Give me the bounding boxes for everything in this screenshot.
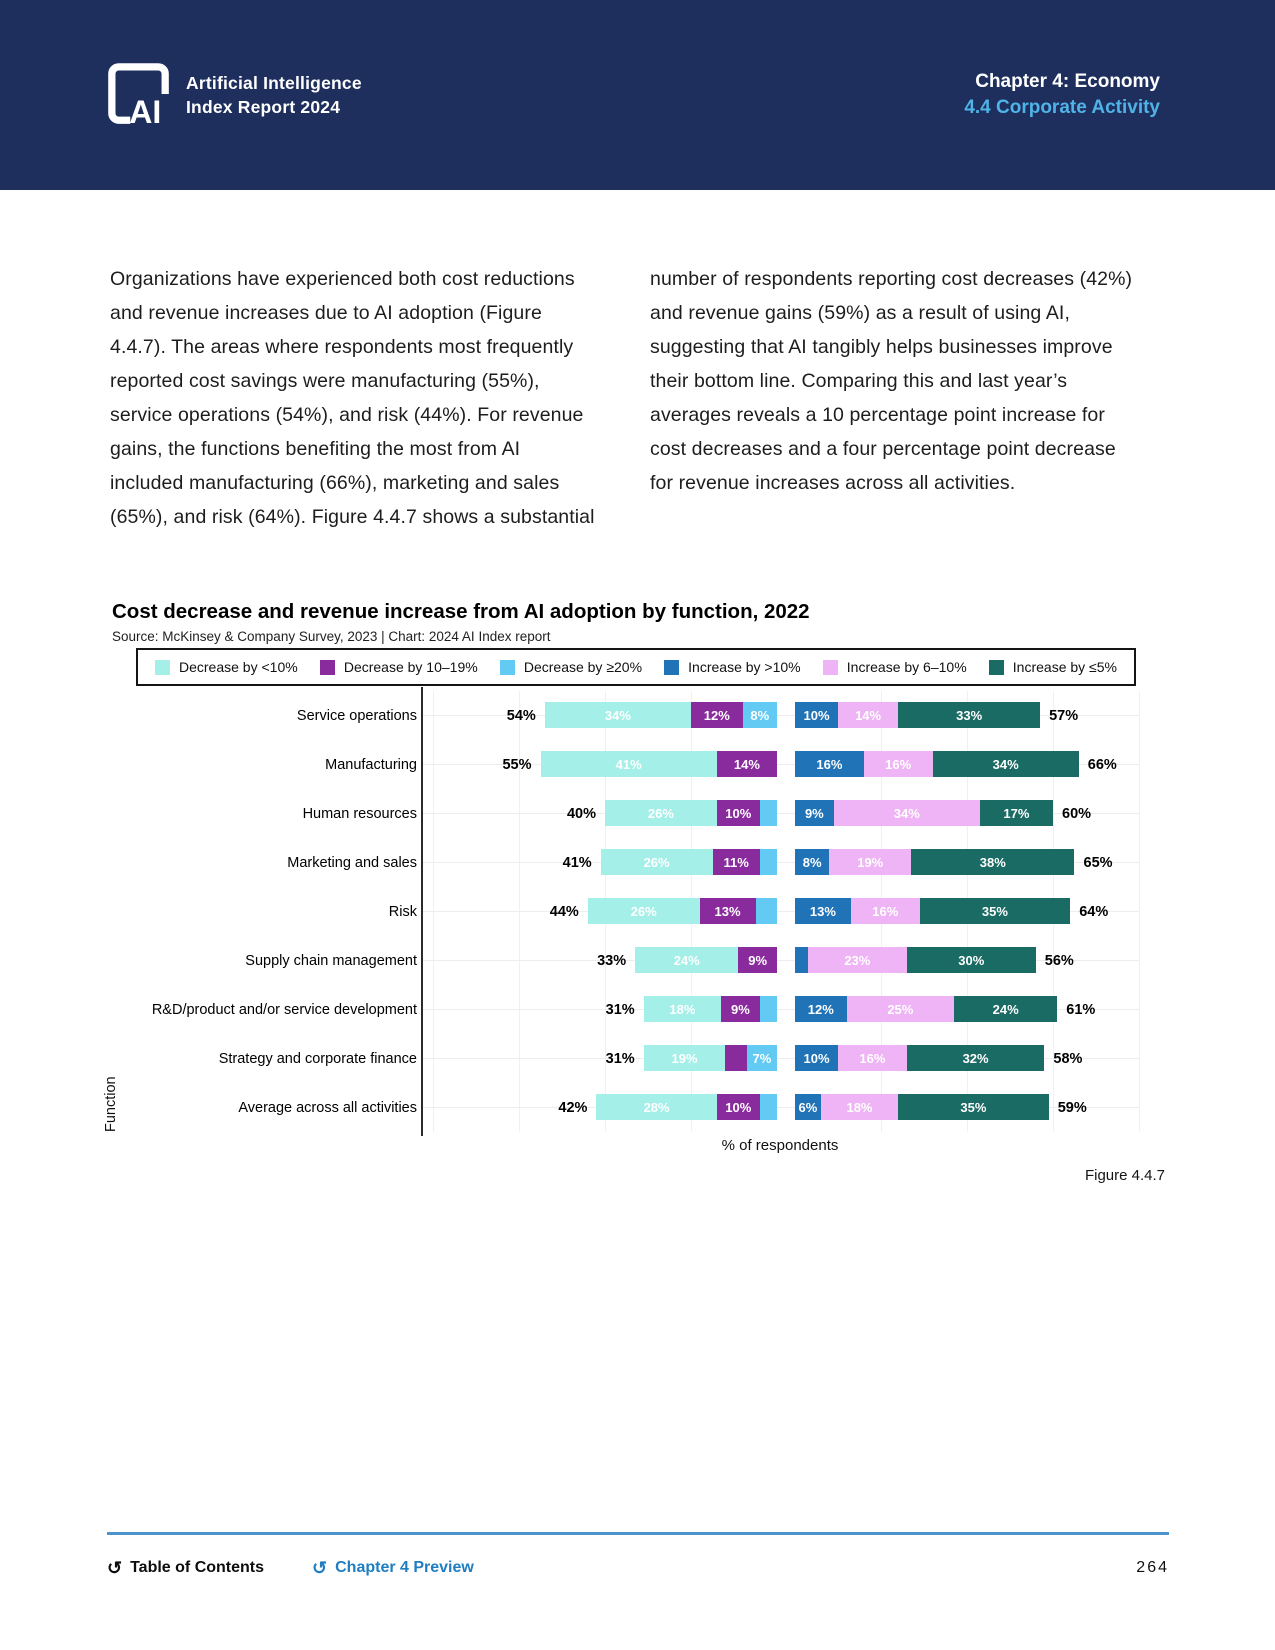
bar-segment [691, 702, 743, 728]
bar-segment [795, 849, 829, 875]
bar-segment [738, 947, 777, 973]
x-axis-label: % of respondents [721, 1137, 839, 1154]
brand [107, 61, 362, 129]
bar-segment [713, 849, 760, 875]
segment-value-label: 16% [859, 1050, 886, 1066]
category-label: Risk [388, 903, 417, 920]
header [0, 0, 1275, 190]
bar-segment [545, 702, 691, 728]
legend-label: Decrease by 10–19% [343, 659, 478, 675]
cost-decrease-bar [644, 1045, 777, 1071]
segment-value-label: 10% [803, 707, 830, 723]
legend-item [989, 659, 1117, 675]
legend-item [500, 659, 642, 675]
return-arrow-icon: ↺ [107, 1558, 123, 1578]
body-paragraph-left: Organizations have experienced both cost reductions and revenue increases due to AI adoption (Figure 4.4.7). The areas where respondents most frequently reported cost savings were manufacturing (55%), service operations (54%), and risk (44%). For revenue gains, the functions benefiting the most from AI included manufacturing (66%), marketing and sales (65%), and risk (64%). Figure 4.4.7 shows a substantial [110, 268, 595, 528]
segment-value-label: 8% [750, 707, 770, 723]
bar-segment [795, 1045, 838, 1071]
segment-value-label: 6% [798, 1099, 818, 1115]
bar-segment [760, 1094, 777, 1120]
segment-value-label: 17% [1003, 805, 1030, 821]
legend-label: Decrease by <10% [179, 659, 298, 675]
bar-segment [721, 996, 760, 1022]
svg-text:AI: AI [129, 94, 162, 129]
cost-decrease-bar [596, 1094, 777, 1120]
segment-value-label: 16% [885, 756, 912, 772]
bar-segment [601, 849, 713, 875]
revenue-increase-bar [795, 1045, 1044, 1071]
revenue-total-label: 56% [1044, 952, 1074, 969]
brand-text [186, 71, 362, 119]
bar-segment [743, 702, 777, 728]
legend-label: Increase by >10% [688, 659, 801, 675]
bar-segment [644, 996, 721, 1022]
bar-segment [795, 947, 808, 973]
revenue-increase-bar [795, 849, 1075, 875]
bar-segment [847, 996, 955, 1022]
legend-swatch [823, 660, 838, 675]
bar-segment [760, 800, 777, 826]
cost-total-label: 54% [506, 707, 536, 724]
segment-value-label: 13% [714, 903, 741, 919]
segment-value-label: 34% [604, 707, 631, 723]
segment-value-label: 16% [816, 756, 843, 772]
bar-segment [851, 898, 920, 924]
cost-total-label: 33% [597, 952, 627, 969]
category-label: Human resources [302, 805, 417, 822]
segment-value-label: 10% [725, 1099, 752, 1115]
cost-total-label: 41% [562, 854, 592, 871]
cost-decrease-bar [601, 849, 777, 875]
chart-row [0, 691, 1275, 740]
table-of-contents-link[interactable] [107, 1559, 264, 1577]
cost-decrease-bar [541, 751, 778, 777]
bar-segment [911, 849, 1074, 875]
bar-segment [756, 898, 778, 924]
revenue-total-label: 59% [1057, 1099, 1087, 1116]
figure-caption: Figure 4.4.7 [1084, 1167, 1165, 1184]
segment-value-label: 34% [893, 805, 920, 821]
segment-value-label: 11% [723, 854, 749, 870]
revenue-increase-bar [795, 1094, 1049, 1120]
legend-swatch [500, 660, 515, 675]
segment-value-label: 18% [846, 1099, 873, 1115]
segment-value-label: 24% [673, 952, 700, 968]
cost-decrease-bar [545, 702, 777, 728]
chart-row [0, 887, 1275, 936]
segment-value-label: 12% [703, 707, 730, 723]
cost-total-label: 44% [549, 903, 579, 920]
chart-rows [0, 691, 1275, 1132]
revenue-total-label: 58% [1053, 1050, 1083, 1067]
segment-value-label: 26% [630, 903, 657, 919]
bar-segment [954, 996, 1057, 1022]
bar-segment [605, 800, 717, 826]
cost-decrease-bar [588, 898, 777, 924]
bar-segment [907, 947, 1036, 973]
legend-item [320, 659, 478, 675]
segment-value-label: 26% [643, 854, 670, 870]
segment-value-label: 14% [855, 707, 882, 723]
bar-segment [717, 1094, 760, 1120]
revenue-total-label: 66% [1087, 756, 1117, 773]
cost-total-label: 31% [605, 1050, 635, 1067]
bar-segment [898, 1094, 1049, 1120]
segment-value-label: 33% [956, 707, 983, 723]
legend-swatch [155, 660, 170, 675]
segment-value-label: 7% [752, 1050, 772, 1066]
category-label: Strategy and corporate finance [218, 1050, 417, 1067]
revenue-increase-bar [795, 947, 1036, 973]
segment-value-label: 32% [962, 1050, 989, 1066]
body-columns [110, 262, 1140, 534]
segment-value-label: 14% [733, 756, 760, 772]
bar-segment [980, 800, 1053, 826]
cost-decrease-bar [635, 947, 777, 973]
category-label: Supply chain management [245, 952, 417, 969]
bar-segment [821, 1094, 898, 1120]
bar-segment [795, 751, 864, 777]
bar-segment [747, 1045, 777, 1071]
brand-line1: Artificial Intelligence [186, 73, 362, 93]
cost-total-label: 40% [566, 805, 596, 822]
category-label: Manufacturing [325, 756, 417, 773]
bar-segment [795, 1094, 821, 1120]
revenue-increase-bar [795, 898, 1070, 924]
legend-label: Increase by ≤5% [1012, 659, 1117, 675]
chart-row [0, 1034, 1275, 1083]
category-label: Service operations [296, 707, 417, 724]
bar-segment [644, 1045, 726, 1071]
cost-total-label: 42% [558, 1099, 588, 1116]
chart-row [0, 789, 1275, 838]
bar-segment [717, 800, 760, 826]
bar-segment [795, 800, 834, 826]
bar-segment [838, 702, 898, 728]
revenue-increase-bar [795, 751, 1079, 777]
segment-value-label: 18% [669, 1001, 696, 1017]
segment-value-label: 38% [979, 854, 1006, 870]
segment-value-label: 19% [857, 854, 884, 870]
bar-segment [795, 996, 847, 1022]
segment-value-label: 25% [887, 1001, 914, 1017]
revenue-total-label: 65% [1083, 854, 1113, 871]
bar-segment [700, 898, 756, 924]
bar-segment [635, 947, 738, 973]
bar-segment [795, 702, 838, 728]
category-label: Average across all activities [238, 1099, 417, 1116]
legend-swatch [320, 660, 335, 675]
cost-decrease-bar [605, 800, 777, 826]
category-label: R&D/product and/or service development [151, 1001, 417, 1018]
segment-value-label: 23% [844, 952, 871, 968]
segment-value-label: 9% [804, 805, 824, 821]
bar-segment [717, 751, 777, 777]
brand-line2: Index Report 2024 [186, 97, 341, 117]
legend-item [155, 659, 298, 675]
chart-row [0, 740, 1275, 789]
segment-value-label: 30% [958, 952, 985, 968]
cost-total-label: 55% [502, 756, 532, 773]
segment-value-label: 10% [725, 805, 752, 821]
revenue-total-label: 57% [1049, 707, 1079, 724]
section-title: 4.4 Corporate Activity [964, 97, 1160, 118]
bar-segment [760, 849, 777, 875]
bar-segment [808, 947, 907, 973]
segment-value-label: 12% [807, 1001, 834, 1017]
segment-value-label: 9% [731, 1001, 750, 1017]
y-axis-label: Function [103, 1076, 119, 1132]
chart-row [0, 838, 1275, 887]
table-of-contents-label: Table of Contents [130, 1559, 265, 1576]
chart-row [0, 936, 1275, 985]
bar-segment [834, 800, 980, 826]
bar-segment [838, 1045, 907, 1071]
segment-value-label: 19% [671, 1050, 698, 1066]
bar-segment [920, 898, 1071, 924]
segment-value-label: 13% [809, 903, 836, 919]
bar-segment [588, 898, 700, 924]
segment-value-label: 10% [803, 1050, 830, 1066]
footer [107, 1554, 1169, 1582]
segment-value-label: 24% [992, 1001, 1019, 1017]
segment-value-label: 34% [992, 756, 1019, 772]
chapter-preview-label: Chapter 4 Preview [335, 1559, 474, 1576]
chart-source: Source: McKinsey & Company Survey, 2023 | Chart: 2024 AI Index report [112, 629, 551, 644]
chart-row [0, 985, 1275, 1034]
revenue-total-label: 61% [1066, 1001, 1096, 1018]
revenue-increase-bar [795, 996, 1057, 1022]
legend-label: Increase by 6–10% [846, 659, 967, 675]
segment-value-label: 41% [615, 756, 642, 772]
bar-segment [829, 849, 911, 875]
legend-swatch [989, 660, 1004, 675]
segment-value-label: 35% [981, 903, 1008, 919]
revenue-increase-bar [795, 800, 1053, 826]
bar-segment [907, 1045, 1045, 1071]
revenue-total-label: 64% [1079, 903, 1109, 920]
bar-segment [933, 751, 1079, 777]
bar-segment [864, 751, 933, 777]
page-number: 264 [1136, 1559, 1169, 1576]
segment-value-label: 35% [960, 1099, 987, 1115]
revenue-increase-bar [795, 702, 1040, 728]
segment-value-label: 28% [643, 1099, 670, 1115]
cost-decrease-bar [644, 996, 777, 1022]
chapter-preview-link[interactable] [312, 1559, 474, 1577]
legend-swatch [664, 660, 679, 675]
revenue-total-label: 60% [1062, 805, 1092, 822]
chart-title: Cost decrease and revenue increase from AI adoption by function, 2022 [112, 600, 810, 623]
category-label: Marketing and sales [287, 854, 417, 871]
ai-index-logo [107, 61, 171, 129]
cost-total-label: 31% [605, 1001, 635, 1018]
body-paragraph-right: number of respondents reporting cost decreases (42%) and revenue gains (59%) as a result of using AI, suggesting that AI tangibly helps businesses improve their bottom line. Comparing this and last year’s averages reveals a 10 percentage point increase for cost decreases and a four percentage point decrease for revenue increases across all activities. [650, 268, 1133, 494]
legend-item [823, 659, 967, 675]
bar-segment [596, 1094, 716, 1120]
bar-segment [760, 996, 777, 1022]
segment-value-label: 9% [748, 952, 768, 968]
legend-label: Decrease by ≥20% [523, 659, 643, 675]
segment-value-label: 26% [647, 805, 674, 821]
segment-value-label: 16% [872, 903, 899, 919]
bar-segment [795, 898, 851, 924]
chart-plot [0, 691, 1275, 1132]
return-arrow-icon: ↺ [312, 1558, 328, 1578]
bar-segment [541, 751, 717, 777]
chapter-info [964, 69, 1160, 121]
footer-divider [107, 1532, 1169, 1535]
legend-item [664, 659, 800, 675]
bar-segment [725, 1045, 747, 1071]
bar-segment [898, 702, 1040, 728]
chart-legend [136, 648, 1136, 686]
chapter-title: Chapter 4: Economy [975, 71, 1160, 92]
segment-value-label: 8% [802, 854, 822, 870]
chart-row [0, 1083, 1275, 1132]
